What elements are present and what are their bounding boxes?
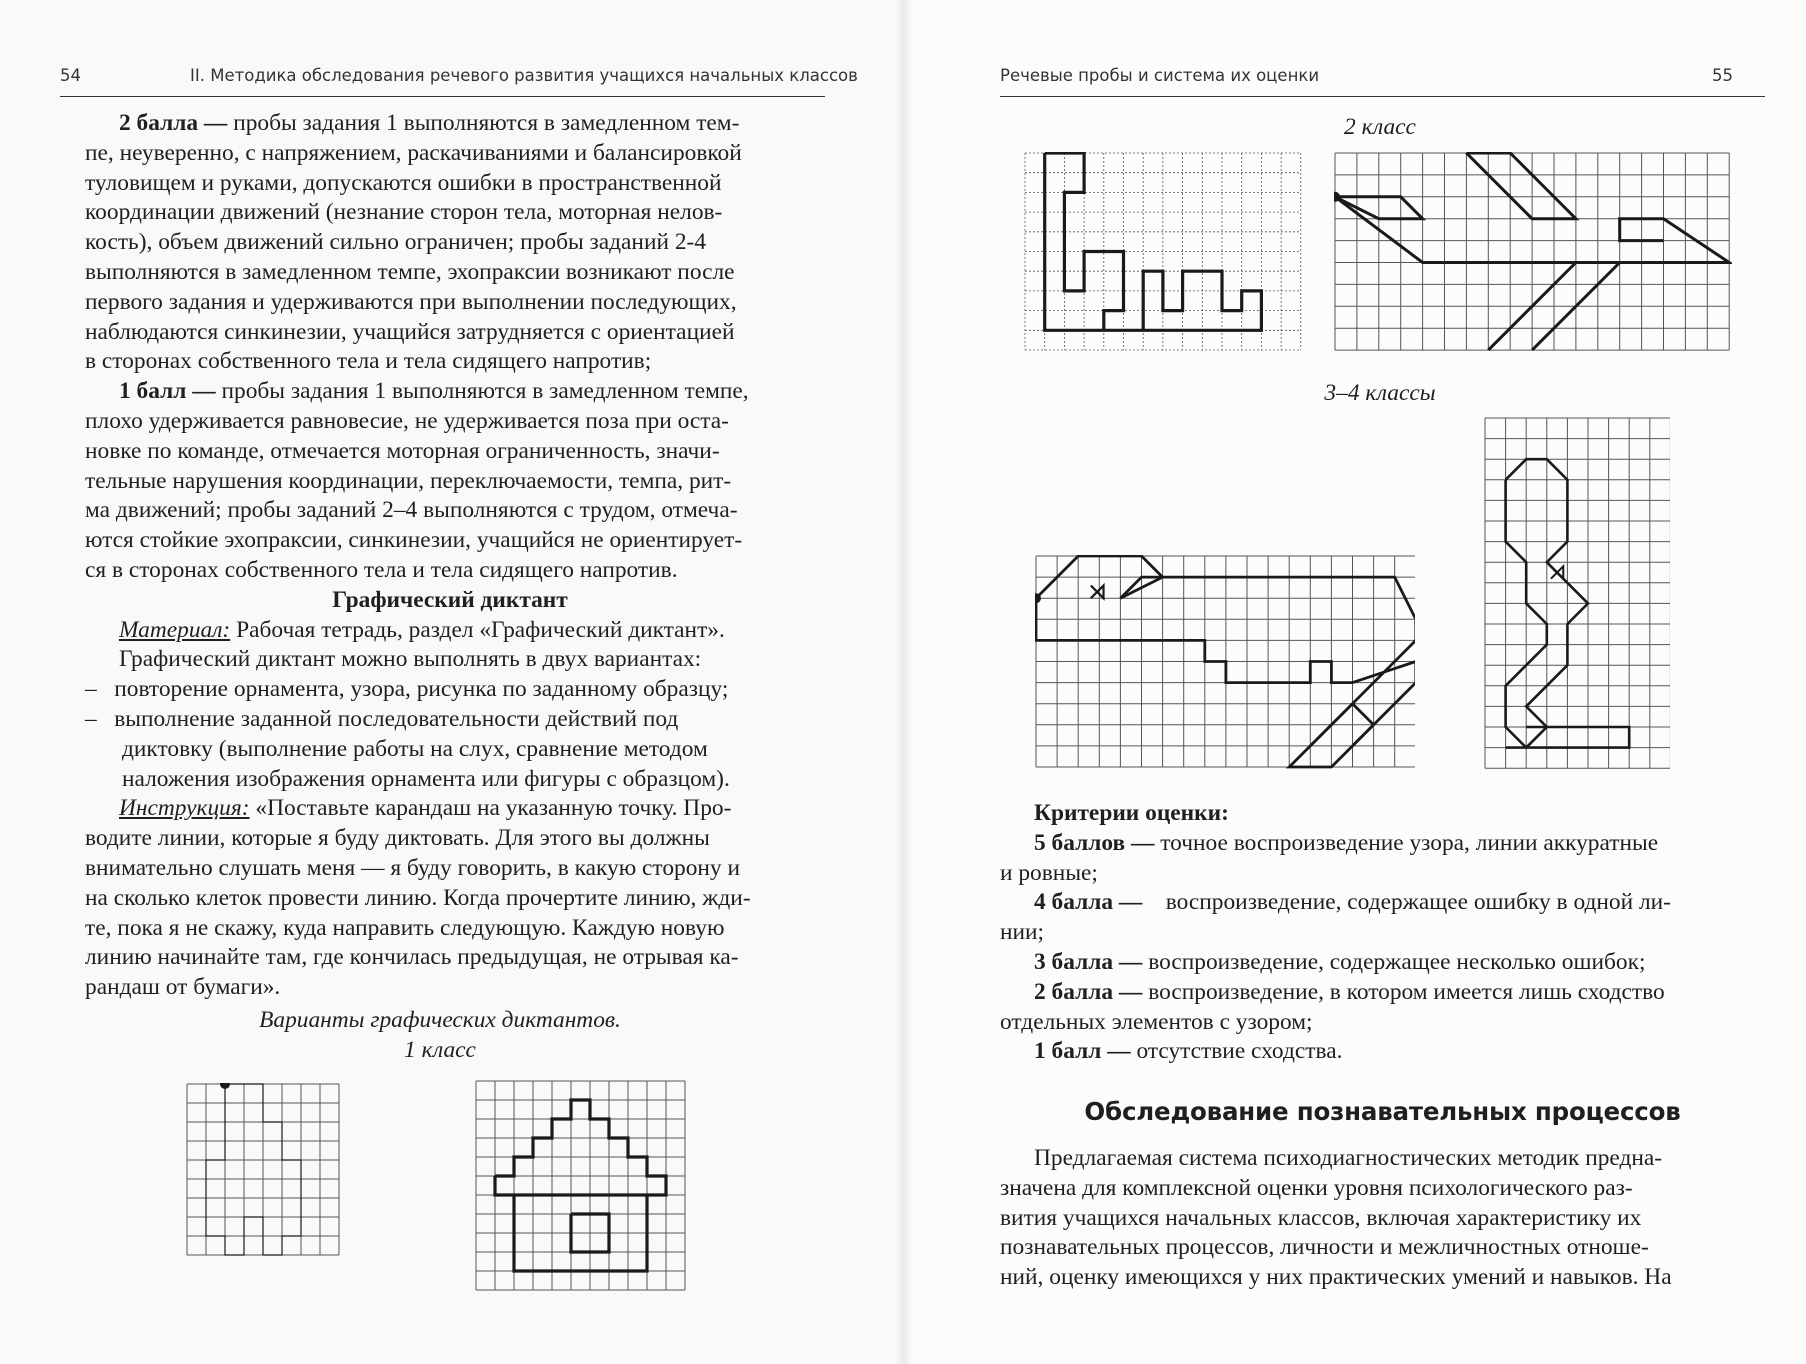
grade2-figure-plane	[1334, 152, 1732, 362]
right-paragraph	[1000, 1144, 1765, 1293]
score2-line-0: 2 балла — пробы задания 1 выполняются в замедленном тем-	[119, 110, 740, 136]
right-running-head: Речевые пробы и система их оценки	[1000, 66, 1320, 85]
right-page-number: 55	[1712, 66, 1733, 85]
criterion-2-line-1: отдельных элементов с узором;	[1000, 1008, 1313, 1035]
grade1-a-outline	[206, 1084, 301, 1255]
right-header-rule	[1000, 96, 1765, 97]
score1-line-2: новке по команде, отмечается моторная ограниченность, значи-	[85, 437, 720, 464]
grade34-figure-pattern	[1035, 555, 1415, 770]
para-line-3: познавательных процессов, личности и межличностных отноше-	[1000, 1234, 1649, 1261]
grade-1-label: 1 класс	[404, 1037, 476, 1063]
score2-line-6: первого задания и удерживаются при выполнении последующих,	[85, 288, 737, 315]
instruction-line-1: водите линии, которые я буду диктовать. Для этого вы должны	[85, 825, 710, 852]
para-line-1: значена для комплексной оценки уровня психологического раз-	[1000, 1174, 1633, 1201]
score2-line-8: в сторонах собственного тела и тела сидящего напротив;	[85, 348, 652, 375]
snake-outline	[1045, 153, 1262, 330]
criterion-5-title: 5 баллов —	[1034, 829, 1155, 856]
grade-3-4-label: 3–4 классы	[1324, 380, 1436, 406]
material-line: Материал: Рабочая тетрадь, раздел «Графический диктант».	[119, 616, 725, 643]
start-dot	[220, 1083, 230, 1089]
criterion-3-line: 3 балла — воспроизведение, содержащее несколько ошибок;	[1034, 948, 1646, 975]
score1-line-5: ются стойкие эхопраксии, синкинезии, учащийся не ориентирует-	[85, 527, 743, 554]
score2-line-3: координации движений (незнание сторон тела, моторная нелов-	[85, 199, 723, 226]
house-roof	[495, 1100, 666, 1195]
grid-lines	[1025, 153, 1301, 350]
criterion-5-line-1: и ровные;	[1000, 859, 1098, 886]
swan-eye-cross	[1551, 566, 1563, 578]
score2-line-4: кость), объем движений сильно ограничен; пробы заданий 2-4	[85, 229, 707, 256]
list-item-2-line-0: – выполнение заданной последовательности действий под	[85, 705, 679, 732]
instruction-line-2: внимательно слушать меня — я буду говорить, в какую сторону и	[85, 854, 740, 881]
instruction-line-0: Инструкция: «Поставьте карандаш на указанную точку. Про-	[119, 795, 732, 822]
instruction-label: Инструкция:	[119, 795, 250, 822]
criterion-4-line-1: нии;	[1000, 919, 1045, 946]
grade-2-label: 2 класс	[1344, 114, 1416, 140]
para-line-0: Предлагаемая система психодиагностических методик предна-	[1034, 1145, 1663, 1171]
book-fold	[895, 0, 913, 1364]
para-line-2: вития учащихся начальных классов, включая характеристику их	[1000, 1204, 1642, 1231]
score1-line-6: ся в сторонах собственного тела и тела сидящего напротив.	[85, 556, 678, 583]
list-item-2-line-2: наложения изображения орнамента или фигуры с образцом).	[122, 765, 730, 792]
criterion-1-line: 1 балл — отсутствие сходства.	[1034, 1038, 1343, 1065]
score2-line-7: наблюдаются синкинезии, учащийся затрудняется с ориентацией	[85, 318, 735, 345]
score1-line-1: плохо удерживается равновесие, не удерживается поза при оста-	[85, 407, 729, 434]
variants-intro: Графический диктант можно выполнять в двух вариантах:	[119, 646, 702, 673]
variants-caption: Варианты графических диктантов.	[259, 1007, 621, 1033]
score1-line-0: 1 балл — пробы задания 1 выполняются в замедленном темпе,	[119, 378, 749, 405]
score2-line-1: пе, неуверенно, с напряжением, раскачиваниями и балансировкой	[85, 139, 742, 166]
graphic-dictation-title: Графический диктант	[332, 586, 568, 613]
right-text-column	[1000, 799, 1765, 1067]
cross-mark	[1091, 586, 1104, 599]
instruction-line-5: линию начинайте там, где кончилась предыдущая, не отрывая ка-	[85, 944, 739, 971]
criterion-2-title: 2 балла —	[1034, 978, 1143, 1005]
instruction-line-4: те, пока я не скажу, куда направить следующую. Каждую новую	[85, 914, 725, 941]
left-page-number: 54	[60, 66, 81, 85]
score1-line-4: ма движений; пробы заданий 2–4 выполняются с трудом, отмеча-	[85, 497, 738, 524]
criterion-4-title: 4 балла —	[1034, 889, 1143, 916]
criteria-title: Критерии оценки:	[1034, 800, 1229, 826]
grid-lines	[476, 1081, 685, 1290]
list-item-2-line-1: диктовку (выполнение работы на слух, сравнение методом	[122, 735, 708, 762]
score1-title: 1 балл —	[119, 378, 216, 405]
criterion-1-title: 1 балл —	[1034, 1038, 1131, 1065]
instruction-line-6: рандаш от бумаги».	[85, 974, 281, 1001]
list-item-1: – повторение орнамента, узора, рисунка по заданному образцу;	[85, 676, 729, 703]
score2-title: 2 балла —	[119, 110, 228, 136]
score2-line-5: выполняются в замедленном темпе, эхопраксии возникают после	[85, 258, 735, 285]
criterion-4-line-0: 4 балла — воспроизведение, содержащее ошибку в одной ли-	[1034, 889, 1671, 916]
left-text-column	[85, 109, 815, 1003]
para-line-4: ний, оценку имеющихся у них практических умений и навыков. На	[1000, 1264, 1672, 1291]
grade2-figure-snake	[1024, 152, 1302, 364]
grade1-figure-house	[475, 1080, 687, 1292]
grade34-figure-swan	[1484, 417, 1670, 769]
score2-line-2: туловищем и руками, допускаются ошибки в пространственной	[85, 169, 722, 196]
cognitive-processes-title: Обследование познавательных процессов	[1084, 1097, 1681, 1126]
plane-upper-wing	[1466, 153, 1576, 219]
instruction-line-3: на сколько клеток провести линию. Когда прочертите линию, жди-	[85, 884, 751, 911]
criterion-5-line-0: 5 баллов — точное воспроизведение узора, линии аккуратные	[1034, 829, 1659, 856]
left-header-rule	[60, 96, 825, 97]
material-label: Материал:	[119, 616, 231, 643]
criterion-3-title: 3 балла —	[1034, 948, 1143, 975]
score1-line-3: тельные нарушения координации, переключаемости, темпа, рит-	[85, 467, 732, 494]
grid-lines	[1335, 153, 1729, 350]
grade1-figure-a	[186, 1083, 356, 1276]
criterion-2-line-0: 2 балла — воспроизведение, в котором имеется лишь сходство	[1034, 978, 1665, 1005]
left-running-head: II. Методика обследования речевого развития учащихся начальных классов	[190, 66, 858, 85]
